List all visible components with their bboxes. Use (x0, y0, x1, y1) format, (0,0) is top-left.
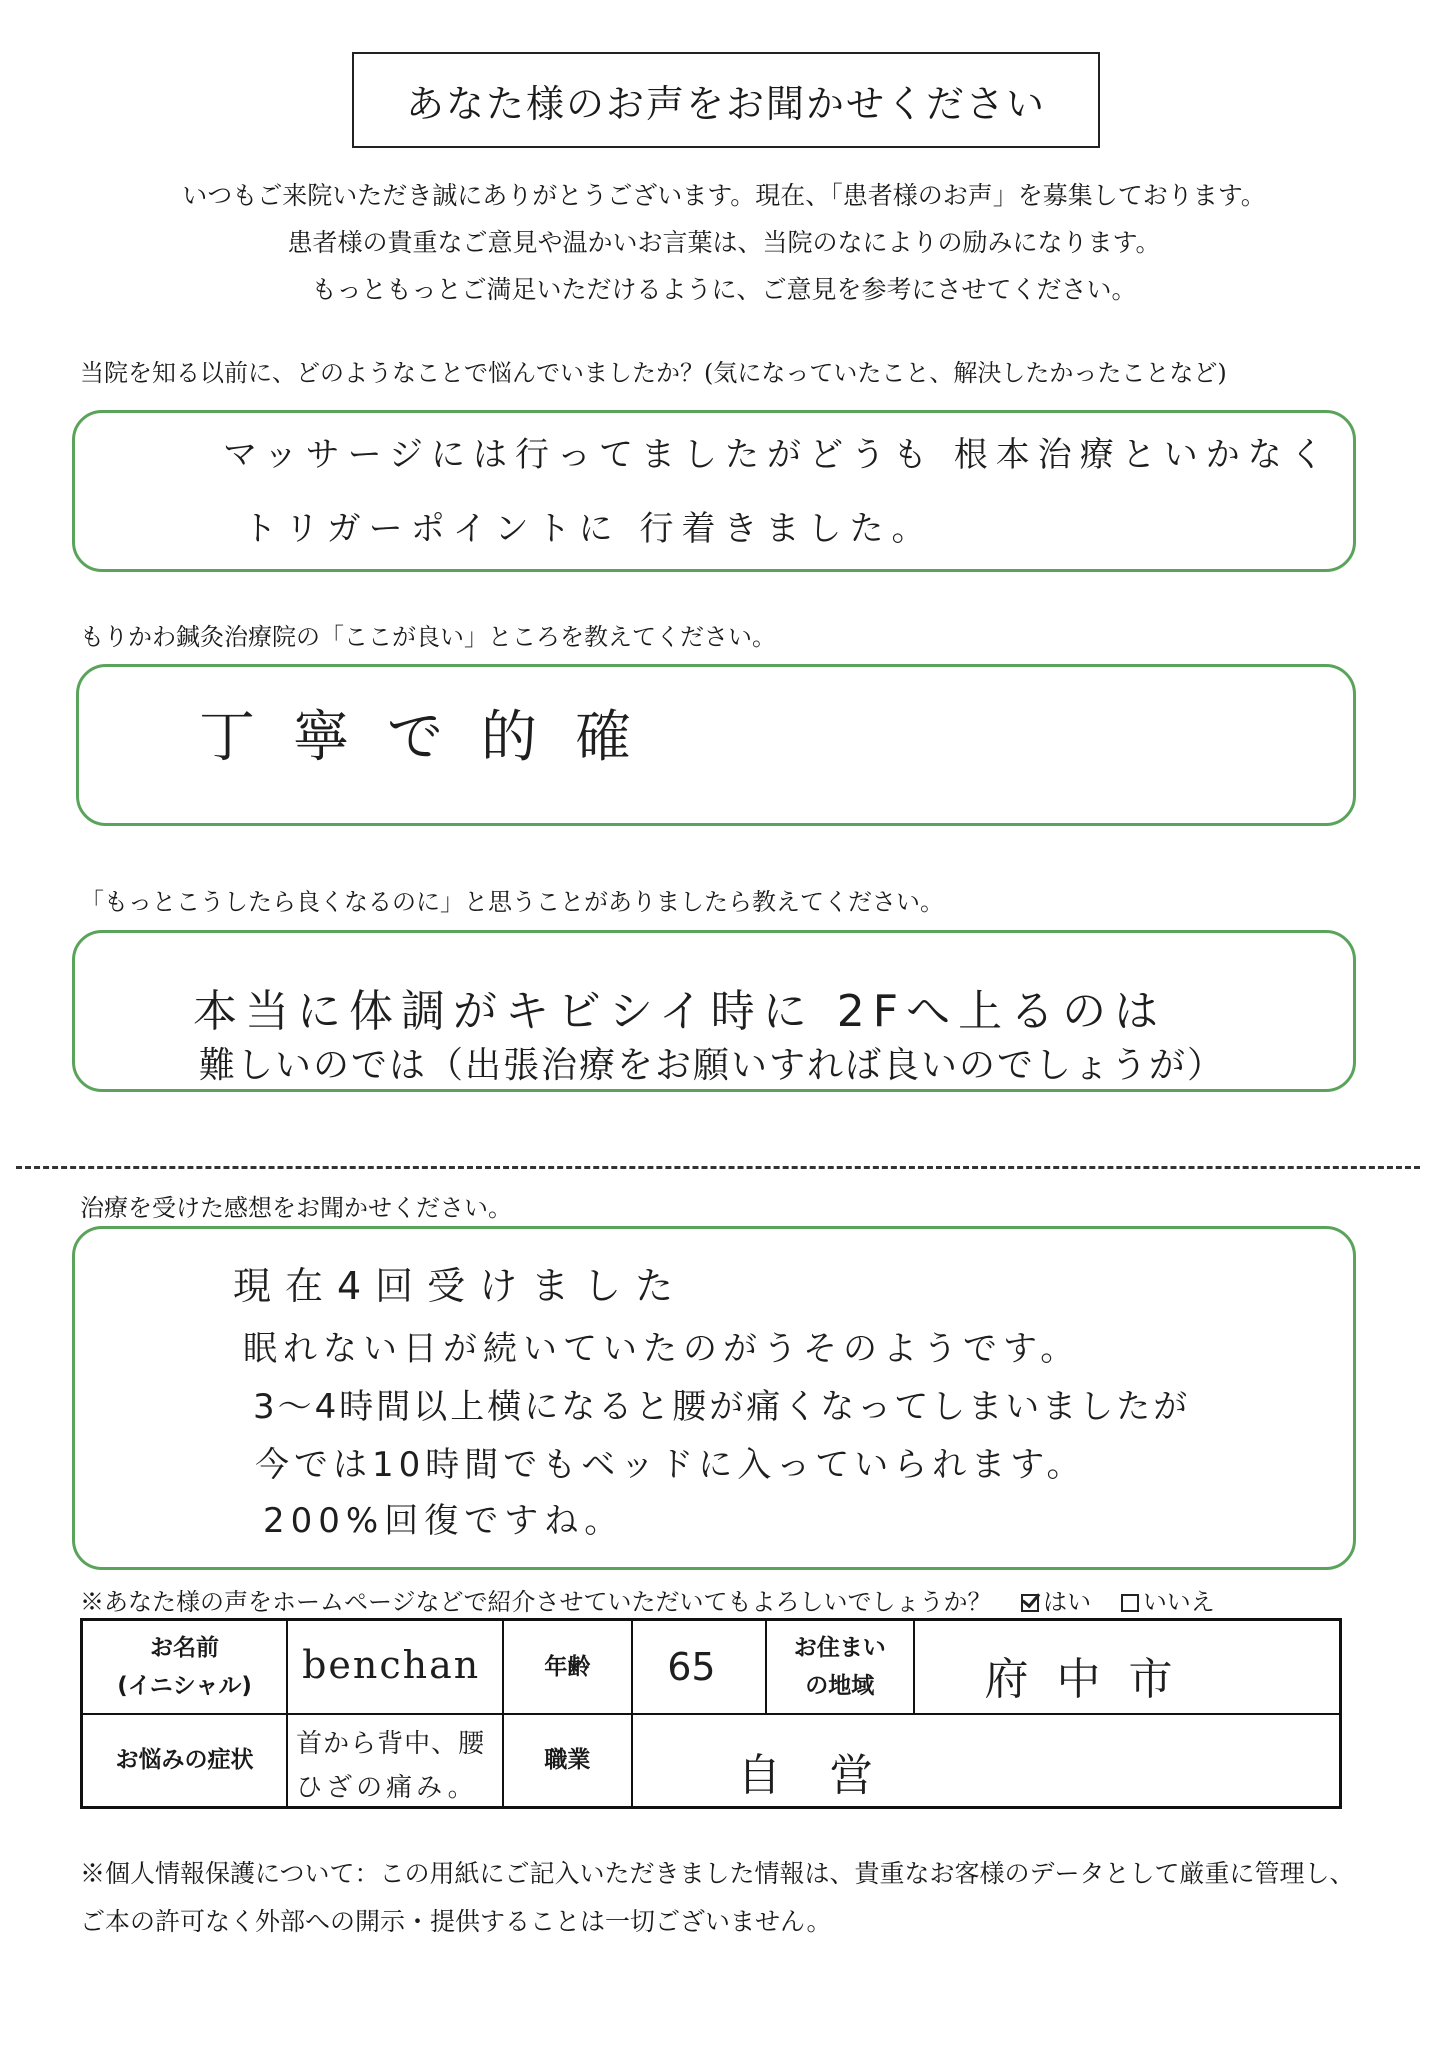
answer-box-4[interactable] (72, 1226, 1356, 1570)
name-label-sub: (イニシャル) (117, 1672, 252, 1699)
question-1: 当院を知る以前に、どのようなことで悩んでいましたか？(気になっていたこと、解決したかったことなど) (80, 359, 1227, 387)
intro-text (60, 172, 1388, 313)
job-label: 職業 (544, 1747, 591, 1774)
intro-line: もっともっとご満足いただけるように、ご意見を参考にさせてください。 (311, 275, 1137, 304)
answer-box-2[interactable] (76, 664, 1356, 826)
area-label-sub: の地域 (805, 1672, 875, 1699)
consent-no-label: いいえ (1142, 1588, 1215, 1616)
privacy-notice: ※個人情報保護について：この用紙にご記入いただきました情報は、貴重なお客様のデータとして厳重に管理し、ご本の許可なく外部への開示・提供することは一切ございません。 (80, 1859, 1355, 1936)
question-3: 「もっとこうしたら良くなるのに」と思うことがありましたら教えてください。 (80, 888, 944, 916)
symptom-value-line-1: 首から背中、腰 (296, 1728, 486, 1759)
age-value: 65 (667, 1645, 716, 1689)
question-2: もりかわ鍼灸治療院の「ここが良い」ところを教えてください。 (80, 623, 776, 651)
info-table (80, 1618, 1342, 1809)
answer-4-line-2: 眠れない日が続いていたのがうそのようです。 (243, 1329, 1081, 1369)
job-cell[interactable] (632, 1714, 1340, 1808)
job-label-cell (503, 1714, 633, 1808)
answer-4-line-4: 今では10時間でもベッドに入っていられます。 (255, 1445, 1086, 1485)
consent-row (80, 1582, 1215, 1617)
consent-question: ※あなた様の声をホームページなどで紹介させていただいてもよろしいでしょうか？ (80, 1588, 992, 1616)
section-divider (16, 1166, 1420, 1169)
page-title: あなた様のお声をお聞かせください (352, 52, 1100, 148)
age-label-cell (503, 1620, 633, 1714)
name-cell[interactable] (287, 1620, 502, 1714)
question-4: 治療を受けた感想をお聞かせください。 (80, 1194, 512, 1222)
answer-2-line-1: 丁寧で的確 (199, 705, 669, 770)
name-label-cell (82, 1620, 288, 1714)
answer-4-line-1: 現在4回受けました (233, 1264, 688, 1308)
checkbox-empty-icon[interactable] (1121, 1594, 1139, 1612)
symptom-value-line-2: ひざの痛み。 (296, 1772, 478, 1803)
symptom-label-cell (82, 1714, 288, 1808)
consent-yes-label: はい (1043, 1588, 1092, 1616)
answer-3-line-1: 本当に体調がキビシイ時に 2Fへ上るのは (193, 986, 1167, 1037)
symptom-cell[interactable] (287, 1714, 502, 1808)
name-value: benchan (302, 1643, 481, 1687)
area-label: お住まい (793, 1634, 886, 1661)
answer-1-line-1: マッサージには行ってましたがどうも 根本治療といかなく (223, 435, 1332, 475)
job-value: 自営 (737, 1749, 922, 1801)
answer-3-line-2: 難しいのでは（出張治療をお願いすれば良いのでしょうが） (199, 1045, 1226, 1086)
intro-line: いつもご来院いただき誠にありがとうございます。現在、「患者様のお声」を募集しております。 (182, 181, 1266, 210)
age-label: 年齢 (544, 1653, 591, 1680)
name-label: お名前 (150, 1634, 220, 1661)
answer-4-line-5: 200%回復ですね。 (263, 1501, 625, 1541)
answer-1-line-2: トリガーポイントに 行着きました。 (243, 509, 934, 549)
area-label-cell (766, 1620, 914, 1714)
answer-box-3[interactable] (72, 930, 1356, 1092)
answer-4-line-3: 3〜4時間以上横になると腰が痛くなってしまいましたが (253, 1387, 1191, 1427)
consent-yes[interactable] (1021, 1588, 1091, 1616)
age-cell[interactable] (632, 1620, 766, 1714)
intro-line: 患者様の貴重なご意見や温かいお言葉は、当院のなによりの励みになります。 (287, 228, 1161, 257)
consent-no[interactable] (1121, 1588, 1215, 1616)
checkbox-checked-icon[interactable] (1021, 1594, 1039, 1612)
symptom-label: お悩みの症状 (115, 1747, 254, 1774)
answer-box-1[interactable] (72, 410, 1356, 572)
area-value: 府中市 (984, 1654, 1201, 1705)
area-cell[interactable] (914, 1620, 1341, 1714)
